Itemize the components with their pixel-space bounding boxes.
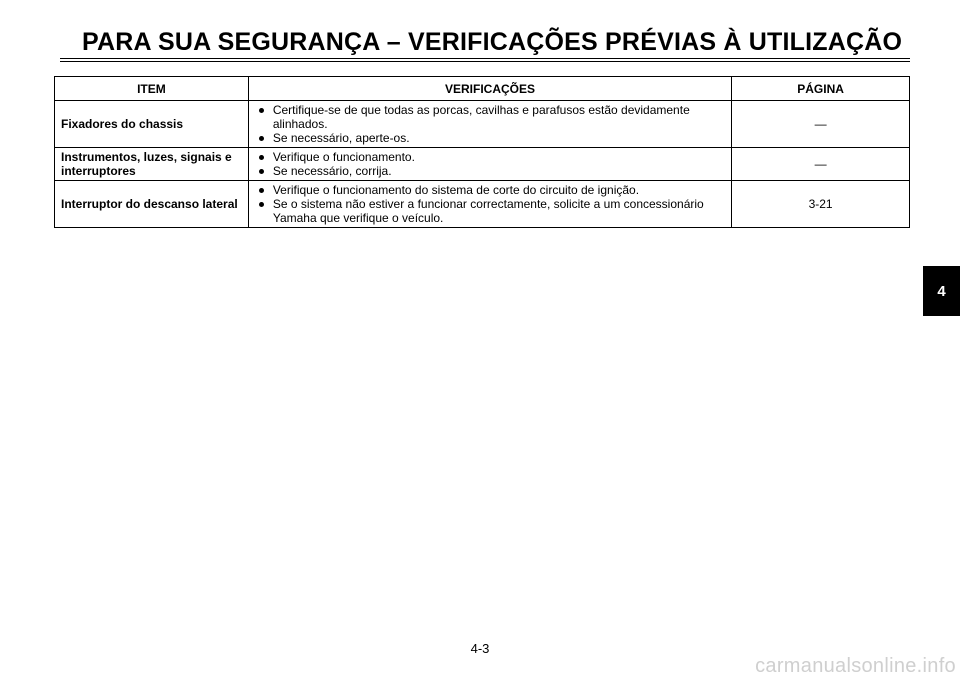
table-row <box>55 181 910 228</box>
row-checks <box>248 101 731 148</box>
title-underline <box>60 58 910 62</box>
row-checks <box>248 148 731 181</box>
check-bullet: Verifique o funcionamento do sistema de corte do circuito de ignição. <box>255 183 727 197</box>
row-item: Instrumentos, luzes, signais e interruptores <box>55 148 249 181</box>
row-item: Fixadores do chassis <box>55 101 249 148</box>
table-row <box>55 148 910 181</box>
page-title: PARA SUA SEGURANÇA – VERIFICAÇÕES PRÉVIAS À UTILIZAÇÃO <box>82 28 903 56</box>
column-header-checks: VERIFICAÇÕES <box>248 77 731 101</box>
column-header-page: PÁGINA <box>732 77 910 101</box>
page-number: 4-3 <box>470 641 490 656</box>
check-bullet: Se necessário, corrija. <box>255 164 727 178</box>
watermark: carmanualsonline.info <box>755 655 956 677</box>
row-page: — <box>732 148 910 181</box>
column-header-item: ITEM <box>55 77 249 101</box>
table-row <box>55 101 910 148</box>
row-item: Interruptor do descanso lateral <box>55 181 249 228</box>
check-bullet: Verifique o funcionamento. <box>255 150 727 164</box>
row-checks <box>248 181 731 228</box>
table-header-row <box>55 77 910 101</box>
row-page: — <box>732 101 910 148</box>
chapter-tab[interactable]: 4 <box>923 266 960 316</box>
check-bullet: Se necessário, aperte-os. <box>255 131 727 145</box>
verification-table <box>54 76 910 228</box>
row-page: 3-21 <box>732 181 910 228</box>
check-bullet: Se o sistema não estiver a funcionar correctamente, solicite a um concessionário Yamaha que verifique o veículo. <box>255 197 727 225</box>
check-bullet: Certifique-se de que todas as porcas, cavilhas e parafusos estão devidamente alinhados. <box>255 103 727 131</box>
